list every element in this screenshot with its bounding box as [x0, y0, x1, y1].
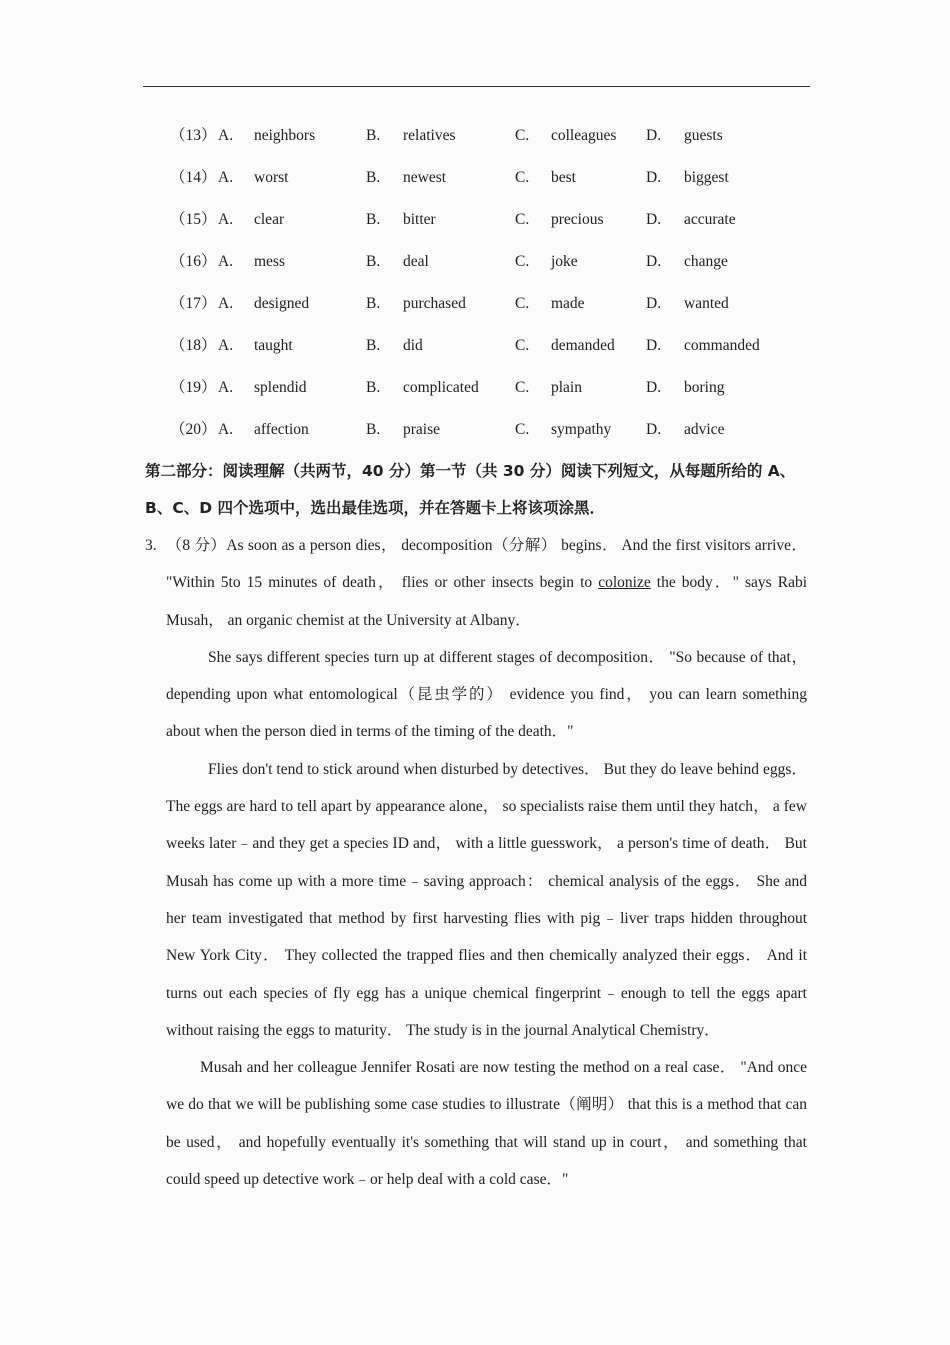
option-d: wanted: [684, 295, 729, 312]
option-letter-b: B.: [366, 211, 381, 228]
option-a: clear: [254, 211, 285, 228]
option-row: [0, 334, 950, 358]
option-c: sympathy: [551, 421, 612, 438]
option-letter-b: B.: [366, 169, 381, 186]
question-number: （14）: [170, 169, 217, 186]
option-letter-d: D.: [646, 127, 662, 144]
option-b: purchased: [403, 295, 466, 312]
option-letter-b: B.: [366, 295, 381, 312]
option-letter-c: C.: [515, 127, 530, 144]
option-a: designed: [254, 295, 310, 312]
option-d: commanded: [684, 337, 760, 354]
option-letter-a: A.: [218, 295, 234, 312]
option-a: affection: [254, 421, 309, 438]
option-c: joke: [551, 253, 578, 270]
option-row: [0, 418, 950, 442]
paragraph-1-text-a: （8 分）As soon as a person dies， decomposition（分解） begins． And the first visitors arrive． "Within 5to 15 minutes of death， flies or other insects begin to: [166, 537, 807, 592]
option-c: best: [551, 169, 576, 186]
passage-paragraph-4: Musah and her colleague Jennifer Rosati are now testing the method on a real case． "And once we do that we will be publishing some case studies to illustrate（阐明） that this is a method that can be used， and hopefully eventually it's something that will stand up in court， and something that could speed up detective work﹣or help deal with a cold case．": [166, 1059, 807, 1189]
option-b: relatives: [403, 127, 456, 144]
option-letter-c: C.: [515, 169, 530, 186]
option-a: splendid: [254, 379, 307, 396]
option-d: change: [684, 253, 728, 270]
option-letter-d: D.: [646, 337, 662, 354]
option-a: neighbors: [254, 127, 316, 144]
question-number: （17）: [170, 295, 217, 312]
option-letter-d: D.: [646, 169, 662, 186]
option-letter-b: B.: [366, 253, 381, 270]
question-number: （16）: [170, 253, 217, 270]
section-instruction-line-1: 第二部分：阅读理解（共两节，40 分）第一节（共 30 分）阅读下列短文，从每题所给的 A、: [145, 462, 796, 480]
option-row: [0, 292, 950, 316]
option-c: colleagues: [551, 127, 617, 144]
question-number: （18）: [170, 337, 217, 354]
option-d: accurate: [684, 211, 736, 228]
option-a: mess: [254, 253, 285, 270]
paragraph-1-text-b: the body．" says Rabi Musah， an organic chemist at the University at Albany．: [166, 574, 808, 629]
option-d: boring: [684, 379, 725, 396]
option-letter-d: D.: [646, 379, 662, 396]
option-d: guests: [684, 127, 723, 144]
option-row: [0, 124, 950, 148]
option-letter-b: B.: [366, 421, 381, 438]
option-letter-c: C.: [515, 421, 530, 438]
header-rule: [143, 86, 810, 87]
option-a: taught: [254, 337, 293, 354]
option-b: did: [403, 337, 423, 354]
option-letter-b: B.: [366, 379, 381, 396]
section-instruction-line-2: B、C、D 四个选项中，选出最佳选项，并在答题卡上将该项涂黑．: [145, 499, 605, 517]
reading-passage: [145, 527, 807, 1198]
passage-paragraph-3: Flies don't tend to stick around when disturbed by detectives． But they do leave behind eggs． The eggs are hard to tell apart by appearance alone， so specialists raise them until they hatch， a few weeks later﹣and they get a species ID and， with a little guesswork， a person's time of death． But Musah has come up with a more time﹣saving approach： chemical analysis of the eggs． She and her team investigated that method by first harvesting flies with pig﹣liver traps hidden throughout New York City． They collected the trapped flies and then chemically analyzed their eggs． And it turns out each species of fly egg has a unique chemical fingerprint﹣enough to tell the eggs apart without raising the eggs to maturity． The study is in the journal Analytical Chemistry．: [166, 760, 807, 1039]
option-a: worst: [254, 169, 289, 186]
question-number: 3.: [145, 537, 157, 554]
option-b: bitter: [403, 211, 436, 228]
option-letter-c: C.: [515, 295, 530, 312]
option-letter-d: D.: [646, 253, 662, 270]
option-b: newest: [403, 169, 447, 186]
option-c: precious: [551, 211, 604, 228]
underlined-word: colonize: [598, 574, 651, 592]
option-letter-a: A.: [218, 127, 234, 144]
option-letter-d: D.: [646, 211, 662, 228]
option-b: complicated: [403, 379, 479, 396]
option-letter-a: A.: [218, 337, 234, 354]
option-letter-b: B.: [366, 127, 381, 144]
option-row: [0, 250, 950, 274]
option-letter-c: C.: [515, 337, 530, 354]
option-c: demanded: [551, 337, 615, 354]
option-letter-c: C.: [515, 211, 530, 228]
option-letter-a: A.: [218, 421, 234, 438]
option-b: deal: [403, 253, 429, 270]
option-letter-a: A.: [218, 379, 234, 396]
option-letter-a: A.: [218, 169, 234, 186]
option-letter-c: C.: [515, 253, 530, 270]
option-b: praise: [403, 421, 441, 438]
option-c: plain: [551, 379, 582, 396]
option-letter-c: C.: [515, 379, 530, 396]
option-c: made: [551, 295, 585, 312]
question-number: （13）: [170, 127, 217, 144]
option-row: [0, 166, 950, 190]
question-number: （15）: [170, 211, 217, 228]
passage-paragraph-1: [145, 527, 807, 639]
passage-paragraph-2: She says different species turn up at different stages of decomposition． "So because of that， depending upon what entomological（昆虫学的） evidence you find， you can learn something about when the person died in terms of the timing of the death．": [166, 648, 807, 741]
option-row: [0, 208, 950, 232]
option-row: [0, 376, 950, 400]
option-d: biggest: [684, 169, 729, 186]
option-letter-d: D.: [646, 295, 662, 312]
option-letter-b: B.: [366, 337, 381, 354]
option-d: advice: [684, 421, 725, 438]
option-letter-d: D.: [646, 421, 662, 438]
option-letter-a: A.: [218, 253, 234, 270]
question-number: （19）: [170, 379, 217, 396]
option-letter-a: A.: [218, 211, 234, 228]
question-number: （20）: [170, 421, 217, 438]
